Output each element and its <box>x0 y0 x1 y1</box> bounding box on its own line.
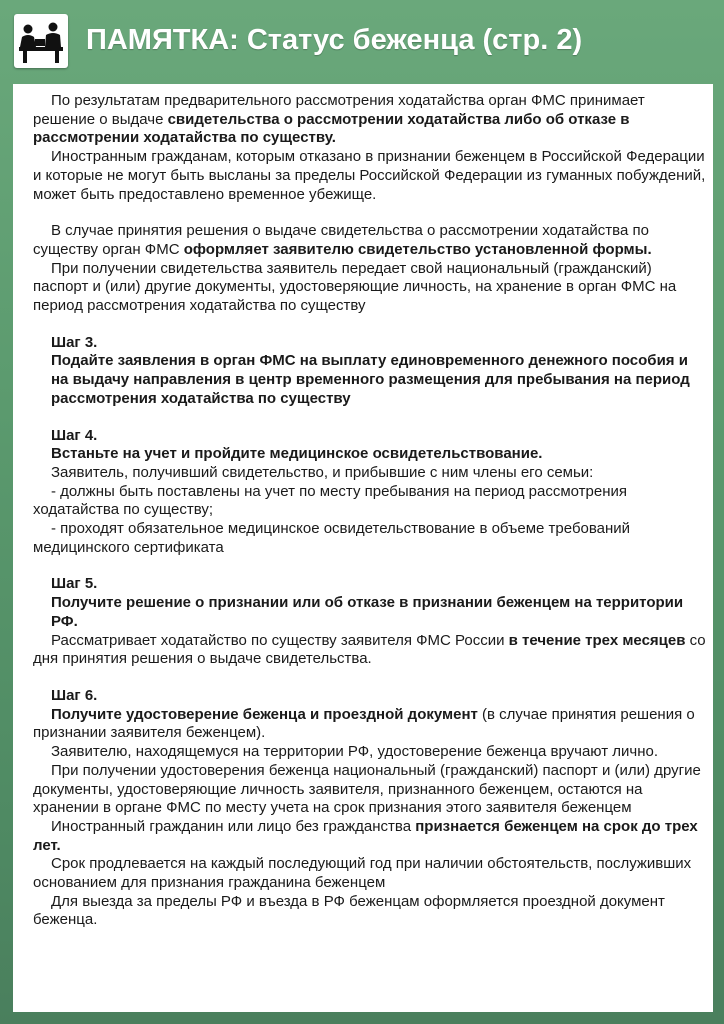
paragraph-text: По результатам предварительного рассмотрения ходатайства орган ФМС принимает решение о выдаче <box>33 92 645 128</box>
step-5-label: Шаг 5. <box>51 575 98 593</box>
header-bar <box>0 0 724 84</box>
refugee-service-desk-icon <box>14 14 68 68</box>
paragraph-text: Иностранный гражданин или лицо без гражданства <box>51 817 416 835</box>
step-3-heading: Подайте заявления в орган ФМС на выплату единовременного денежного пособия и на выдачу направления в центр временного размещения для пребывания на период рассмотрения ходатайства по существу <box>51 352 690 407</box>
paragraph-text: со дня принятия решения о выдаче свидетельства. <box>33 631 706 668</box>
paragraph-emphasis: Получите удостоверение беженца и проездной документ <box>51 705 478 723</box>
paragraph-text: В случае принятия решения о выдаче свидетельства о рассмотрении ходатайства по существу орган ФМС <box>33 222 649 258</box>
memo-text <box>33 92 708 930</box>
step-6-paragraph-term <box>33 818 708 855</box>
paragraph-text: (в случае принятия решения о признании заявителя беженцем). <box>33 705 695 742</box>
step-6-label: Шаг 6. <box>51 686 98 704</box>
paragraph-certificate <box>33 222 708 259</box>
step-6-paragraph-delivery: Заявителю, находящемуся на территории РФ, удостоверение беженца вручают лично. <box>51 743 659 761</box>
paragraph-decision <box>33 92 708 148</box>
paragraph-emphasis: признается беженцем на срок до трех лет. <box>33 817 698 854</box>
paragraph-emphasis: в течение трех месяцев <box>508 631 686 649</box>
step-6-heading <box>33 706 708 743</box>
step-6-paragraph-extension: Срок продлевается на каждый последующий год при наличии обстоятельств, послуживших основанием для признания гражданина беженцем <box>33 855 692 892</box>
paragraph-temporary-asylum: Иностранным гражданам, которым отказано в признании беженцем в Российской Федерации и которые не могут быть высланы за пределы Российской Федерации из гуманных побуждений, может быть предоставлено временное убежище. <box>33 148 706 203</box>
step-4-text: Заявитель, получивший свидетельство, и прибывшие с ним члены его семьи: <box>51 463 594 481</box>
step-3-label: Шаг 3. <box>51 333 98 351</box>
step-6-paragraph-travel-document: Для выезда за пределы РФ и въезда в РФ беженцам оформляется проездной документ беженца. <box>33 892 665 929</box>
step-5-heading: Получите решение о признании или об отказе в признании беженцем на территории РФ. <box>51 594 684 630</box>
paragraph-text: Рассматривает ходатайство по существу заявителя ФМС России <box>51 631 509 649</box>
page-title: ПАМЯТКА: Статус беженца (стр. 2) <box>86 24 583 56</box>
step-5-text <box>33 632 708 669</box>
step-4-item-registration: - должны быть поставлены на учет по месту пребывания на период рассмотрения ходатайства по существу; <box>33 482 627 519</box>
step-4-label: Шаг 4. <box>51 426 98 444</box>
paragraph-emphasis: свидетельства о рассмотрении ходатайства либо об отказе в рассмотрении ходатайства по существу. <box>33 110 630 147</box>
step-4-heading: Встаньте на учет и пройдите медицинское освидетельствование. <box>51 445 543 463</box>
step-6-paragraph-passport: При получении удостоверения беженца национальный (гражданский) паспорт и (или) другие документы, удостоверяющие личность заявителя, признанного беженцем, остаются на хранении в органе ФМС по месту учета на срок признания этого заявителя беженцем <box>33 761 701 817</box>
memo-panel <box>13 84 713 1012</box>
step-4-item-medical: - проходят обязательное медицинское освидетельствование в объеме требований медицинского сертификата <box>33 520 631 556</box>
paragraph-emphasis: оформляет заявителю свидетельство установленной формы. <box>183 240 652 258</box>
paragraph-passport-storage: При получении свидетельства заявитель передает свой национальный (гражданский) паспорт и (или) другие документы, удостоверяющие личность, на хранение в орган ФМС на период рассмотрения ходатайства по существу <box>33 259 677 315</box>
